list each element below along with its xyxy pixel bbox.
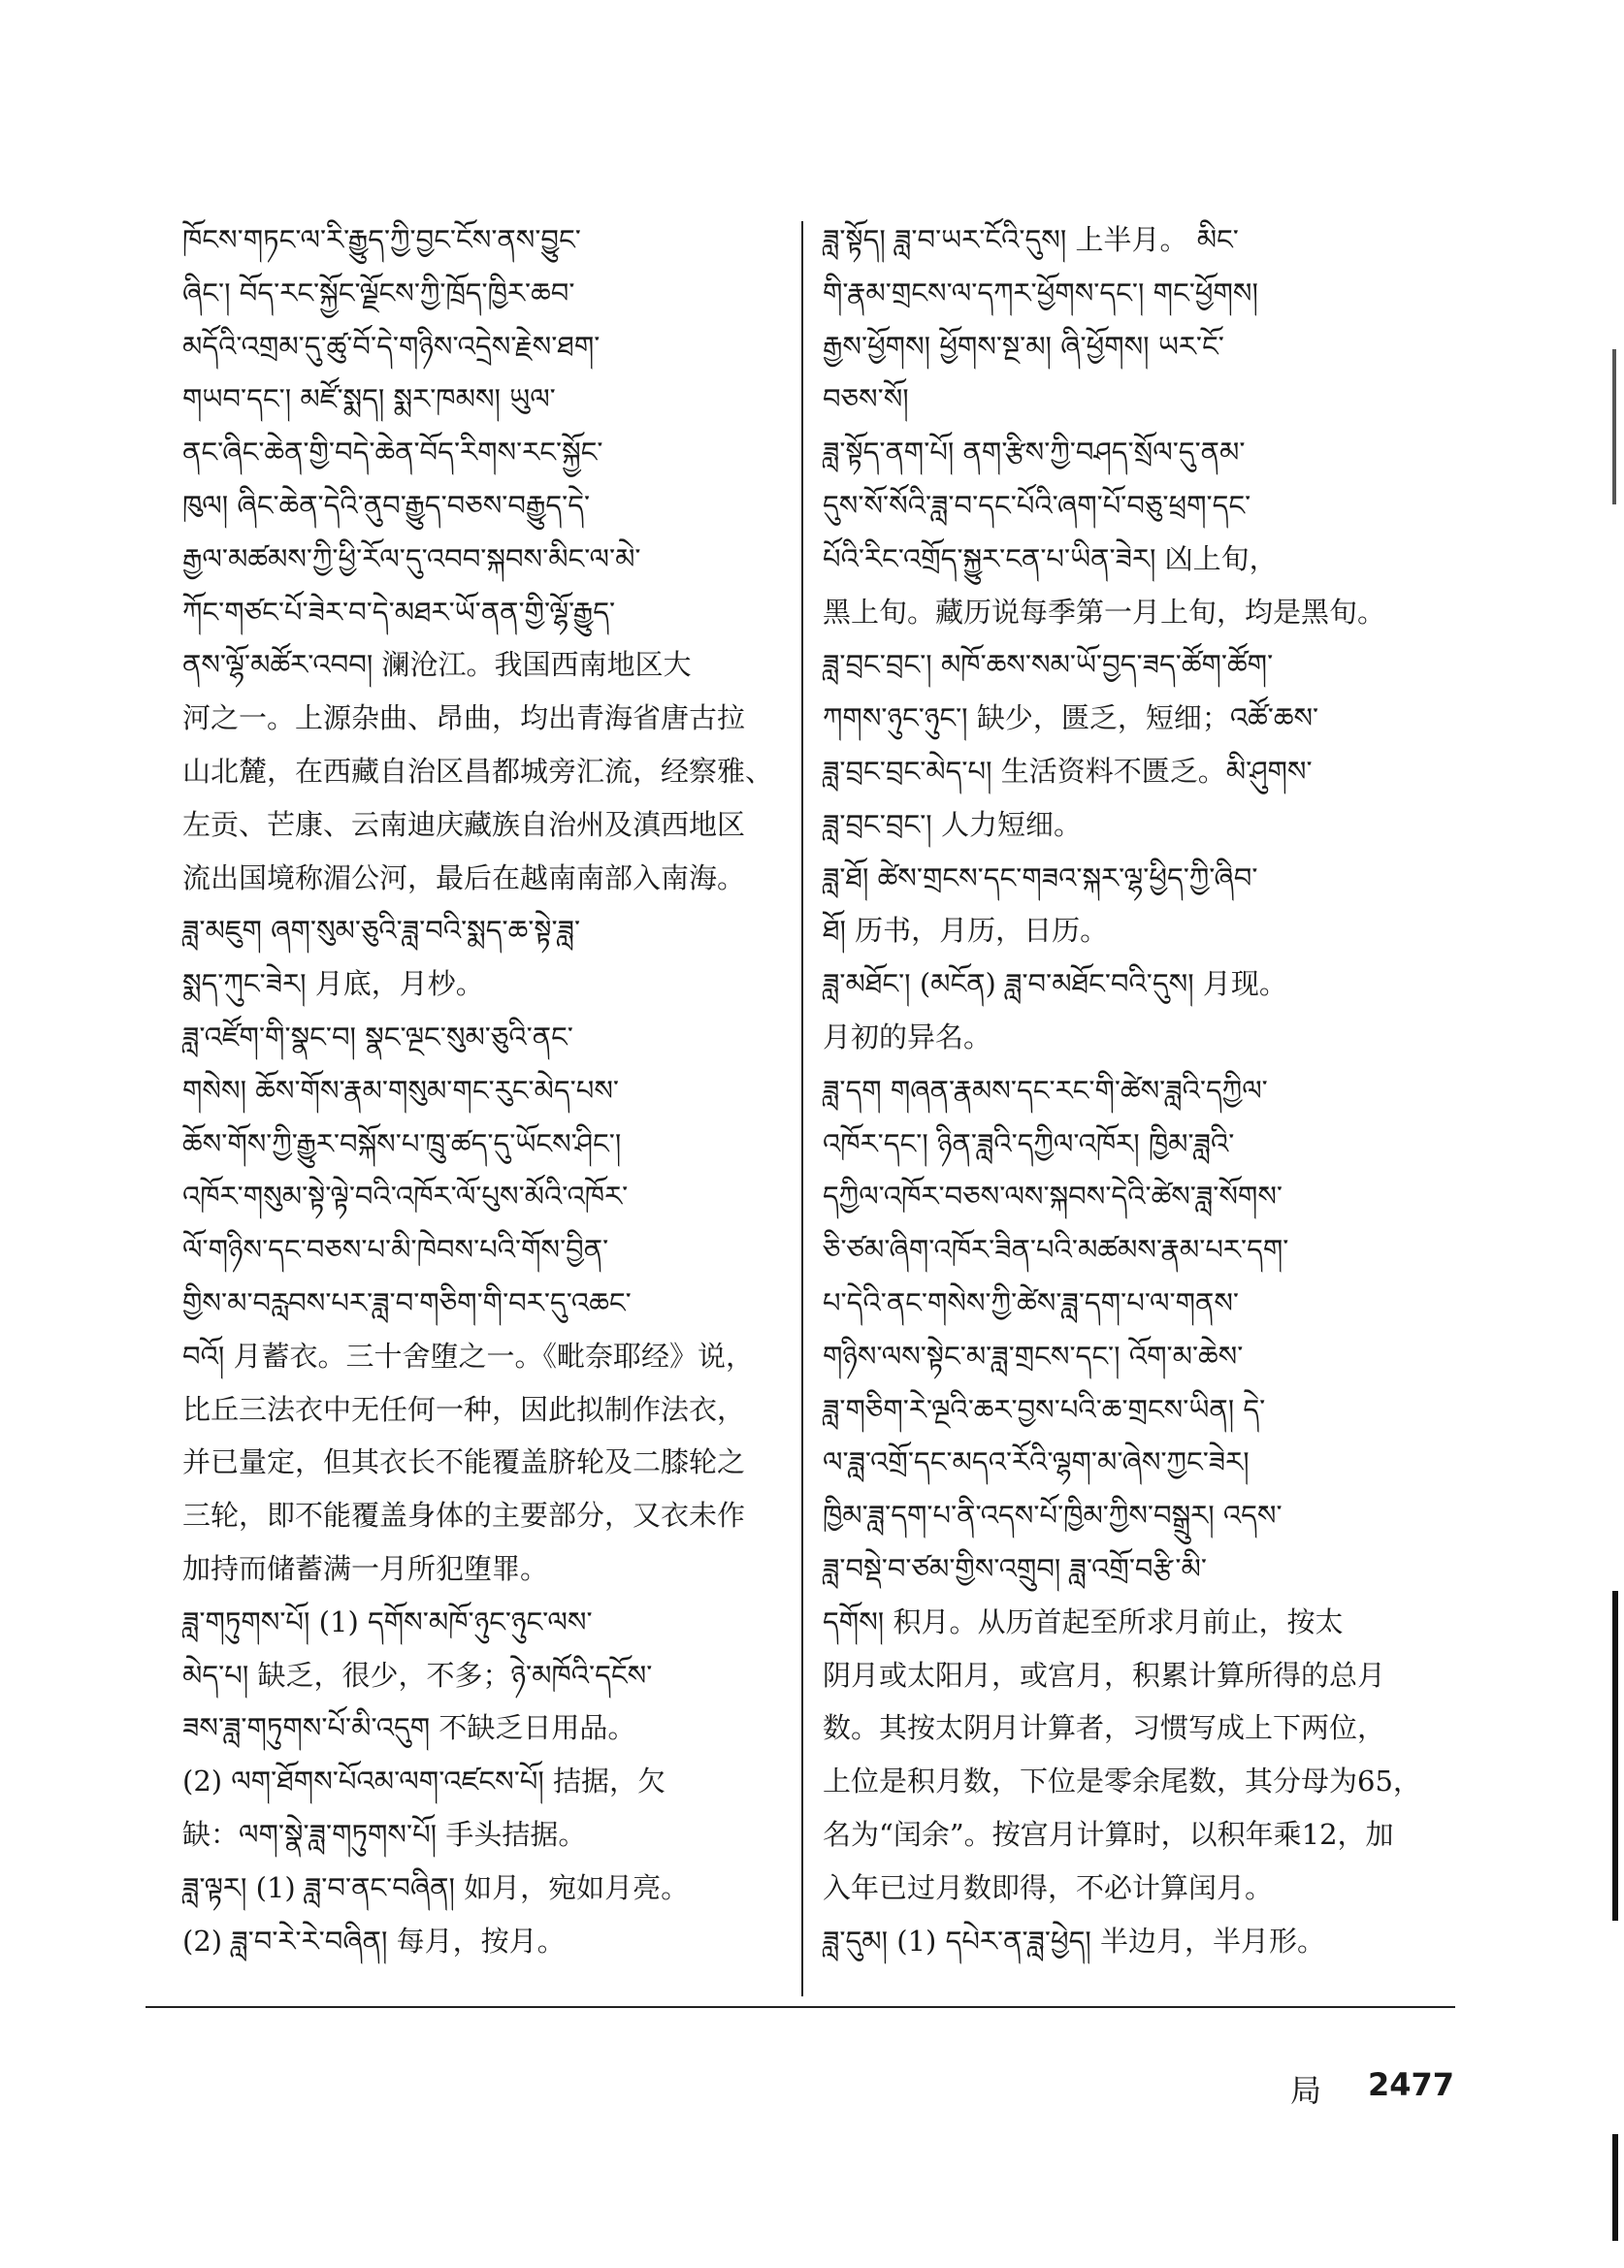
entry-headword-line: ཟླ་དག གཞན་རྣམས་དང་རང་གི་ཚེས་ཟླའི་དཀྱིལ་ [823,1074,1268,1107]
entry-text-line: གསེས། ཆོས་གོས་རྣམ་གསུམ་གང་རུང་མེད་པས་ [182,1074,620,1107]
entry-text-line: གྱིས་མ་བརླབས་པར་ཟླ་བ་གཅིག་གི་བར་དུ་འཆང་ [182,1286,632,1319]
entry-text-line: 月初的异名。 [823,1021,992,1053]
entry-text-line: ཐོ། 历书，月历，日历。 [823,914,1109,947]
entry-text-line: གཉིས་ལས་སྟེང་མ་ཟླ་གྲངས་དང་། འོག་མ་ཆེས་ [823,1340,1244,1373]
entry-text-line: རྒྱས་ཕྱོགས། ཕྱོགས་སྔ་མ། ཞི་ཕྱོགས། ཡར་ངོ་ [823,330,1224,363]
entry-text-line: དཀྱིལ་འཁོར་བཅས་ལས་སྐབས་དེའི་ཚེས་ཟླ་སོགས་ [823,1180,1283,1213]
entry-headword-line: ཟླ་འཛོག་གི་སྣང་བ། སྣང་ལྔང་སུམ་ཅུའི་ནང་ [182,1021,573,1053]
entry-text-line: 山北麓，在西藏自治区昌都城旁汇流，经察雅、 [182,755,774,788]
entry-text-line: 入年已过月数即得，不必计算闰月。 [823,1871,1274,1904]
entry-text-line: ཞིང་། བོད་རང་སྐྱོང་ལྗོངས་ཀྱི་ཁྲོད་ཁྱིར་ཆབ་ [182,276,575,309]
entry-text-line: 比丘三法衣中无任何一种，因此拟制作法衣， [182,1393,746,1426]
entry-headword-line: ཟླ་ཐོ། ཚེས་གྲངས་དང་གཟའ་སྐར་ལྷ་ཕྱིད་ཀྱི་ཞིབ་ [823,861,1258,894]
entry-text-line: 左贡、芒康、云南迪庆藏族自治州及滇西地区 [182,808,746,841]
entry-text-line: གཡབ་དང་། མཛོ་སྨད། སྨར་ཁམས། ཡུལ་ [182,382,556,415]
entry-text-line: ཆོས་གོས་ཀྱི་རྒྱུར་བསྐོས་པ་ཁྲུ་ཚད་དུ་ཡོངས་ཤིང་། [182,1127,622,1160]
entry-headword-line: ཟླ་གཏུགས་པོ། (1) དགོས་མཁོ་ཉུང་ཉུང་ལས་ [182,1605,593,1638]
entry-text-line: ཟླ་བསྡེ་བ་ཙམ་གྱིས་འགྲུབ། ཟླ་འགྲོ་བརྩི་མི་ [823,1552,1207,1585]
entry-text-line: ཟླ་དུམ། (1) དཔེར་ན་ཟླ་ཕྱེད། 半边月，半月形。 [823,1925,1326,1958]
entry-text-line: ནང་ཞིང་ཆེན་གྱི་བདེ་ཆེན་བོད་རིགས་རང་སྐྱོང་ [182,436,603,469]
entry-text-line: ལོ་གཉིས་དང་བཅས་པ་མི་ཁེབས་པའི་གོས་བྱིན་ [182,1233,609,1266]
entry-text-line: ཀགས་ཉུང་ཉུང་། 缺少，匮乏，短细；འཚོ་ཆས་ [823,701,1319,734]
column-divider [801,221,803,1996]
entry-headword-line: ཟླ་སྟོད། ཟླ་བ་ཡར་ངོའི་དུས། 上半月。 མིང་ [823,223,1239,256]
entry-text-line: 加持而储蓄满一月所犯堕罪。 [182,1552,549,1585]
entry-text-line: 流出国境称湄公河，最后在越南南部入南海。 [182,861,746,894]
entry-text-line: 黑上旬。藏历说每季第一月上旬，均是黑旬。 [823,596,1386,629]
entry-text-line: ཁྱིམ་ཟླ་དག་པ་ནི་འདས་པོ་ཁྱིམ་ཀྱིས་བསྒྲུར། འདས་ [823,1499,1283,1532]
entry-text-line: ཁོངས་གཏང་ལ་རི་རྒྱུད་ཀྱི་བྱང་ངོས་ནས་བྱུང་ [182,223,581,256]
entry-text-line: ནས་ལྷོ་མཚོར་འབབ། 澜沧江。我国西南地区大 [182,648,692,681]
entry-text-line: འཁོར་གསུམ་སྟེ་ལྟེ་བའི་འཁོར་ལོ་པུས་མོའི་འཁོར་ [182,1180,629,1213]
entry-text-line: ཟས་ཟླ་གཏུགས་པོ་མི་འདུག 不缺乏日用品。 [182,1711,636,1744]
scan-edge-mark [1612,2134,1618,2241]
entry-text-line: (2) ལག་ཐོགས་པོའམ་ལག་འཛངས་པོ། 拮据，欠 [182,1765,666,1798]
entry-text-line: པ་དེའི་ནང་གསེས་ཀྱི་ཚེས་ཟླ་དག་པ་ལ་གནས་ [823,1286,1240,1319]
entry-text-line: ལ་ཟླ་འགྲོ་དང་མདའ་རོའི་ལྷག་མ་ཞེས་ཀྱང་ཟེར། [823,1445,1250,1478]
entry-text-line: (2) ཟླ་བ་རེ་རེ་བཞིན། 每月，按月。 [182,1925,566,1958]
entry-text-line: 河之一。上源杂曲、昂曲，均出青海省唐古拉 [182,701,746,734]
entry-text-line: ཀོང་གཙང་པོ་ཟེར་བ་དེ་མཐར་ཡོ་ནན་གྱི་ལྷོ་རྒྱུད་ [182,596,616,629]
entry-text-line: མདོའི་འགྲམ་དུ་ཚུ་བོ་དེ་གཉིས་འདྲེས་རྗེས་ཐག་ [182,330,601,363]
entry-text-line: 名为“闰余”。按宫月计算时，以积年乘12，加 [823,1818,1394,1851]
entry-text-line: མེད་པ། 缺乏，很少，不多；ཉེ་མཁོའི་དངོས་ [182,1659,653,1692]
entry-headword-line: ཟླ་མཇུག ཞག་སུམ་ཅུའི་ཟླ་བའི་སྨད་ཆ་སྟེ་ཟླ་ [182,914,581,947]
entry-text-line: བའོ། 月蓄衣。三十舍堕之一。《毗奈耶经》说， [182,1340,755,1373]
section-character: 局 [1290,2072,1322,2109]
entry-text-line: དུས་སོ་སོའི་ཟླ་བ་དང་པོའི་ཞག་པོ་བཅུ་ཕྲག་དང་ [823,489,1251,522]
entry-text-line: 数。其按太阴月计算者，习惯写成上下两位， [823,1711,1386,1744]
entry-headword-line: ཟླ་བྲང་བྲང་། མཁོ་ཆས་སམ་ཡོ་བྱད་ཟད་ཚོག་ཚོག་ [823,648,1274,681]
scan-edge-mark [1612,349,1616,504]
entry-text-line: ཟླ་གཅིག་རེ་ལྔའི་ཆར་བྱས་པའི་ཆ་གྲངས་ཡིན། དེ་ [823,1393,1266,1426]
entry-headword-line: ཟླ་ལྟར། (1) ཟླ་བ་ནང་བཞིན། 如月，宛如月亮。 [182,1871,690,1904]
scan-edge-mark [1612,1591,1618,1921]
entry-text-line: བཅས་སོ། [823,382,909,415]
footer-rule [146,2006,1455,2008]
entry-text-line: ཟླ་བྲང་བྲང་། 人力短细。 [823,808,1082,841]
entry-text-line: ཅི་ཙམ་ཞིག་འཁོར་ཟིན་པའི་མཚམས་རྣམ་པར་དག་ [823,1233,1289,1266]
entry-text-line: 并已量定，但其衣长不能覆盖脐轮及二膝轮之 [182,1445,746,1478]
entry-headword-line: ཟླ་མཐོང་། (མངོན) ཟླ་བ་མཐོང་བའི་དུས། 月现。 [823,967,1287,1000]
entry-text-line: འཁོར་དང་། ཉིན་ཟླའི་དཀྱིལ་འཁོར། ཁྱིམ་ཟླའི་ [823,1127,1235,1160]
entry-text-line: དགོས། 积月。从历首起至所求月前止，按太 [823,1605,1344,1638]
entry-text-line: ཟླ་བྲང་བྲང་མེད་པ། 生活资料不匮乏。མི་ཤུགས་ [823,755,1313,788]
entry-text-line: གི་རྣམ་གྲངས་ལ་དཀར་ཕྱོགས་དང་། གང་ཕྱོགས། [823,276,1258,309]
entry-text-line: སྨད་ཀུང་ཟེར། 月底，月杪。 [182,967,484,1000]
entry-text-line: 缺：ལག་སྣེ་ཟླ་གཏུགས་པོ། 手头拮据。 [182,1818,587,1851]
entry-text-line: 三轮，即不能覆盖身体的主要部分，又衣未作 [182,1499,746,1532]
entry-text-line: 阴月或太阳月，或宫月，积累计算所得的总月 [823,1659,1386,1692]
entry-text-line: ཁུལ། ཞིང་ཆེན་དེའི་ནུབ་རྒྱུད་བཅས་བརྒྱུད་དེ་ [182,489,591,522]
entry-text-line: རྒྱལ་མཚམས་ཀྱི་ཕྱི་རོལ་དུ་འབབ་སྐབས་མིང་ལ་མེ་ [182,542,641,575]
entry-text-line: 上位是积月数，下位是零余尾数，其分母为65， [823,1765,1421,1798]
page-number: 2477 [1368,2066,1455,2103]
entry-text-line: པོའི་རིང་འགྲོད་སྐྱུར་ངན་པ་ཡིན་ཟེར། 凶上旬， [823,542,1278,575]
entry-headword-line: ཟླ་སྟོད་ནག་པོ། ནག་རྩིས་ཀྱི་བཤད་སྲོལ་དུ་ནམ་ [823,436,1246,469]
